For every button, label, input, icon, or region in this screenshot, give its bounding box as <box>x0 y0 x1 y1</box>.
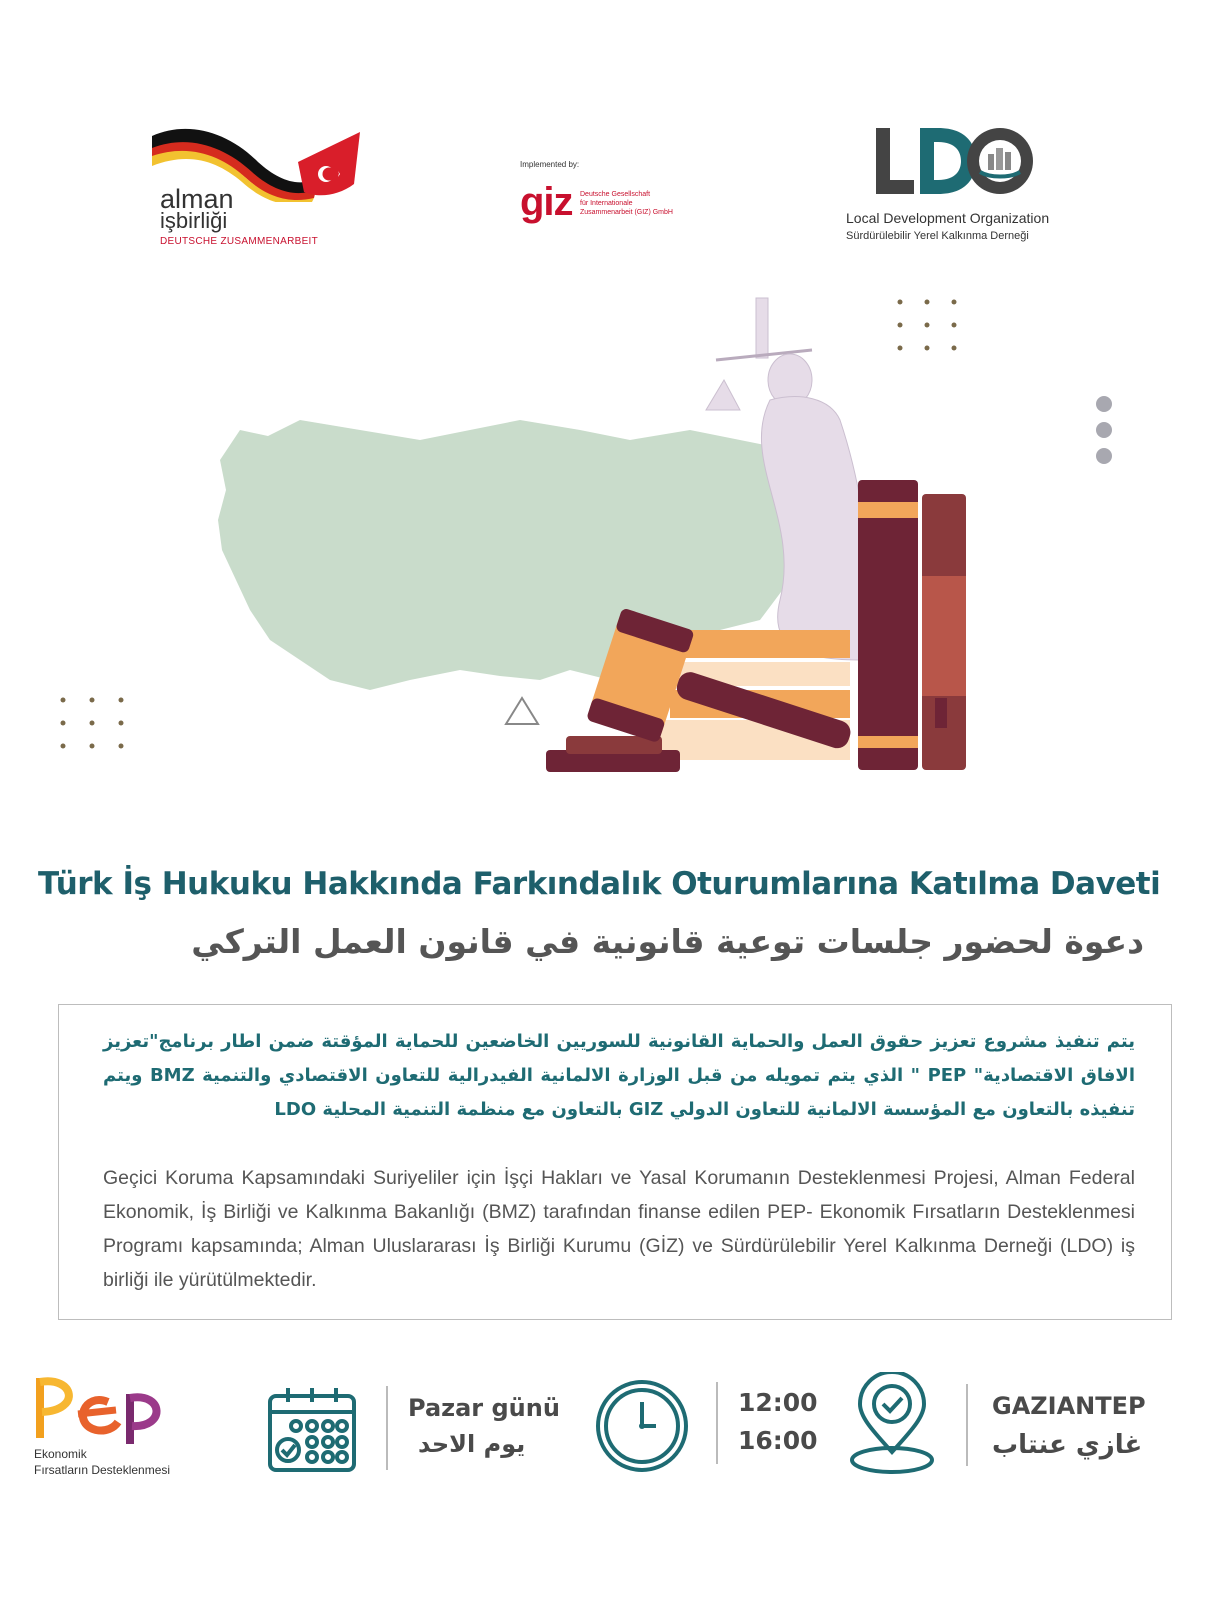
dots-bottom-left <box>61 698 124 749</box>
giz-desc-line: Zusammenarbeit (GIZ) GmbH <box>580 209 673 216</box>
pep-logo <box>34 1372 204 1482</box>
location-pin-icon <box>846 1372 938 1476</box>
ldo-logo <box>846 124 1086 254</box>
isbirligi-word: işbirliği <box>160 208 228 233</box>
ldo-name-en: Local Development Organization <box>846 210 1050 226</box>
event-day-tr: Pazar günü <box>408 1394 560 1422</box>
event-city-ar: غازي عنتاب <box>992 1430 1143 1460</box>
alman-word: alman <box>160 184 234 214</box>
ldo-name-tr: Sürdürülebilir Yerel Kalkınma Derneği <box>846 230 1029 242</box>
title-turkish: Türk İş Hukuku Hakkında Farkındalık Oturumlarına Katılma Daveti <box>38 866 1161 902</box>
event-time-start: 12:00 <box>738 1388 818 1417</box>
triangle-outline <box>506 698 538 724</box>
pep-sub-line1: Ekonomik <box>34 1447 87 1461</box>
divider <box>966 1384 968 1466</box>
hero-illustration <box>0 280 1226 800</box>
giz-logo <box>520 160 700 230</box>
implemented-by-text: Implemented by: <box>520 160 580 169</box>
description-turkish: Geçici Koruma Kapsamındaki Suriyeliler için İşçi Hakları ve Yasal Korumanın Desteklenmesi Projesi, Alman Federal Ekonomik, İş Birliği ve Kalkınma Bakanlığı (BMZ) tarafından finanse edilen PEP- Ekonomik Fırsatların Desteklenmesi Programı kapsamında; Alman Uluslararası İş Birliği Kurumu (GİZ) ve Sürdürülebilir Yerel Kalkınma Derneği (LDO) iş birliği ile yürütülmektedir. <box>103 1167 1135 1291</box>
clock-icon <box>594 1378 690 1474</box>
description-arabic: يتم تنفيذ مشروع تعزيز حقوق العمل والحماية القانونية للسوريين الخاضعين للحماية المؤقتة ضمن اطار برنامج"تعزيز الافاق الاقتصادية" PEP " الذي يتم تمويله من قبل الوزارة الالمانية الفيدرالية للتعاون الاقتصادي والتنمية BMZ ويتم تنفيذه بالتعاون مع المؤسسة الالمانية للتعاون الدولي GIZ بالتعاون مع منظمة التنمية المحلية LDO <box>103 1031 1135 1120</box>
alman-isbirligi-logo <box>148 122 368 252</box>
deutsche-zusammenarbeit-text: DEUTSCHE ZUSAMMENARBEIT <box>160 236 319 247</box>
giz-desc-line: für Internationale <box>580 200 633 207</box>
event-day-ar: يوم الاحد <box>418 1430 526 1458</box>
description-box <box>58 1004 1172 1320</box>
pep-mark-graphic <box>34 1372 164 1444</box>
divider <box>716 1382 718 1464</box>
giz-word: giz <box>520 180 573 224</box>
event-city-tr: GAZIANTEP <box>992 1392 1146 1420</box>
pep-sub-line2: Fırsatların Desteklenmesi <box>34 1463 171 1477</box>
dots-top-right <box>898 300 957 351</box>
calendar-icon <box>266 1384 358 1476</box>
event-time-end: 16:00 <box>738 1426 818 1455</box>
divider <box>386 1386 388 1470</box>
giz-desc-line: Deutsche Gesellschaft <box>580 191 651 198</box>
title-arabic: دعوة لحضور جلسات توعية قانونية في قانون العمل التركي <box>191 922 1144 961</box>
dots-vertical <box>1096 396 1112 464</box>
ldo-mark-graphic <box>876 124 1036 202</box>
